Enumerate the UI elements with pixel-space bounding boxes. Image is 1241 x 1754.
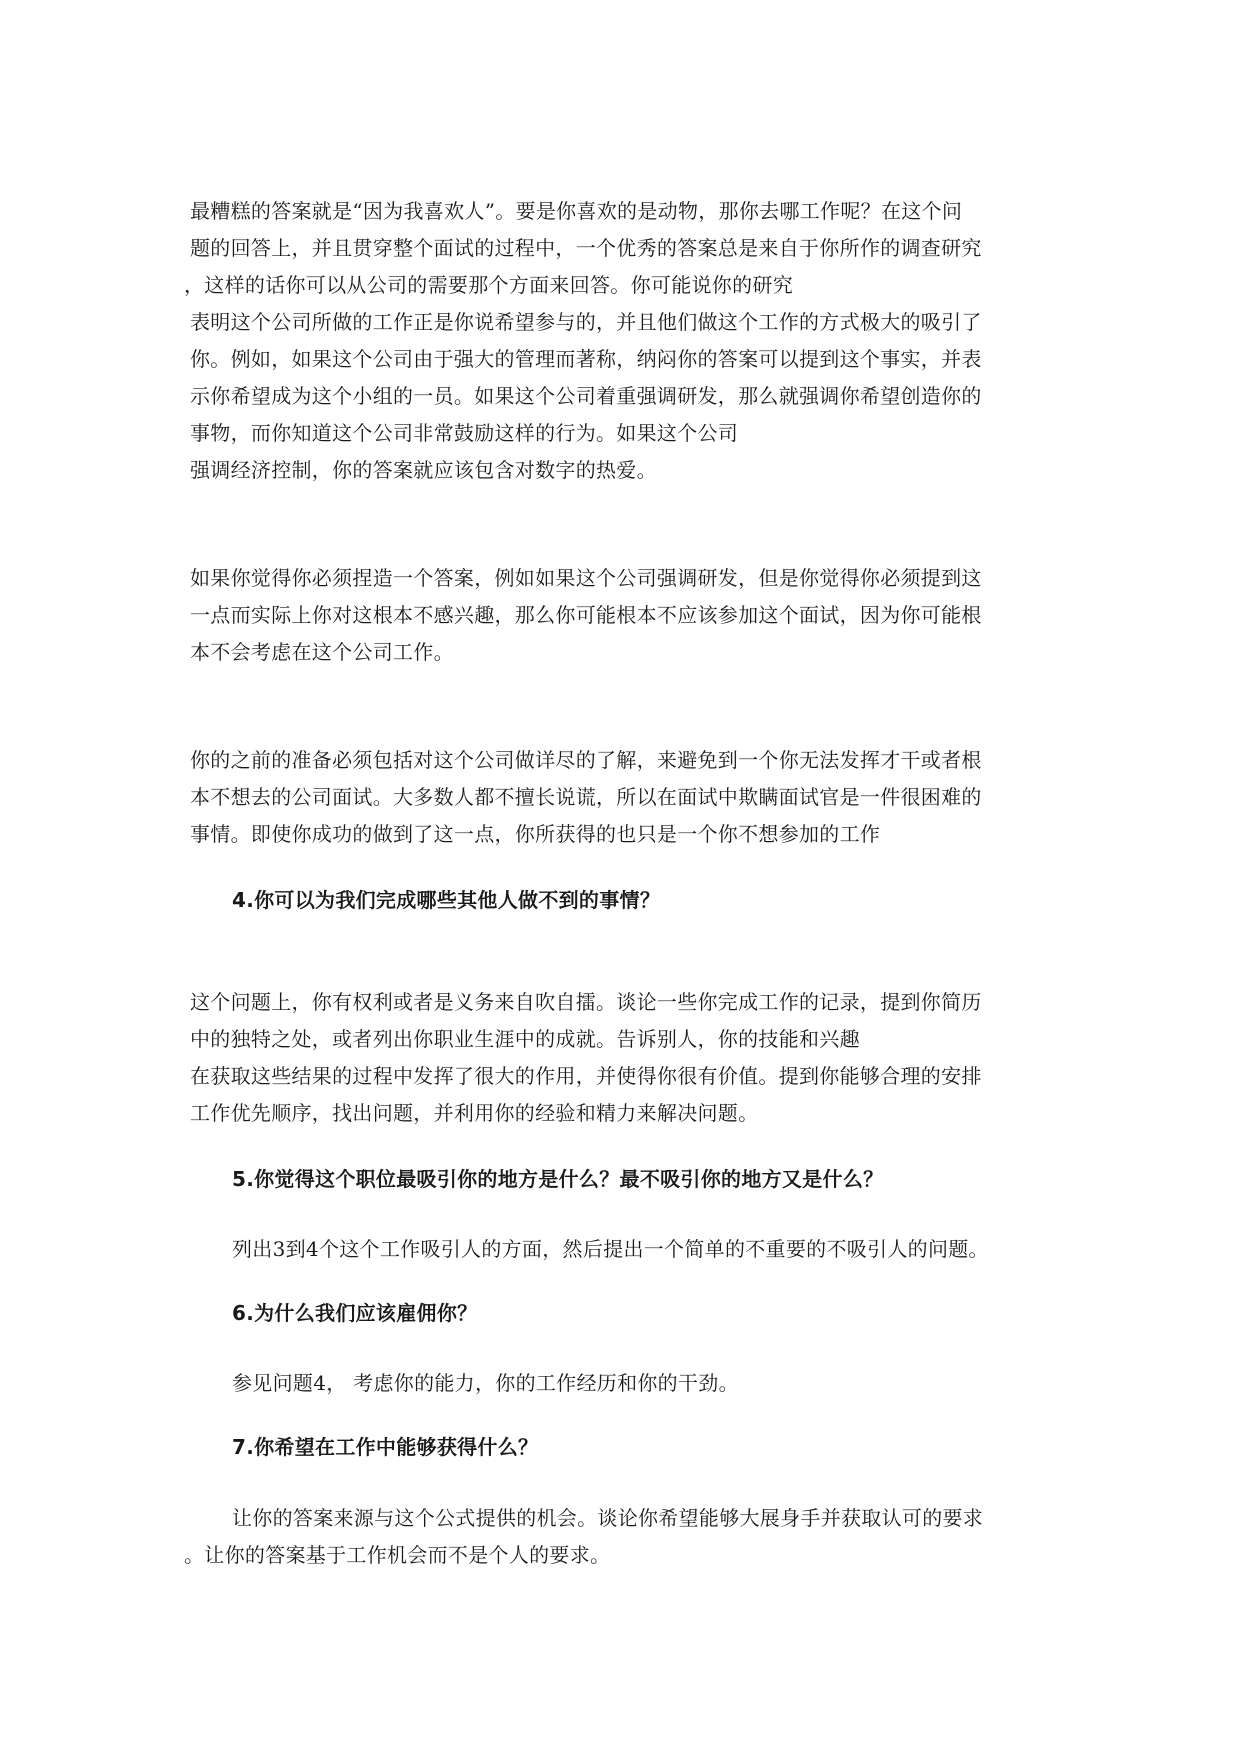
answer-5: 列出3到4个这个工作吸引人的方面，然后提出一个简单的不重要的不吸引人的问题。: [232, 1237, 989, 1261]
paragraph-line: 这个问题上，你有权利或者是义务来自吹自擂。谈论一些你完成工作的记录，提到你简历: [190, 990, 982, 1014]
paragraph-line: 你的之前的准备必须包括对这个公司做详尽的了解，来避免到一个你无法发挥才干或者根: [190, 748, 982, 772]
paragraph-line: 如果你觉得你必须捏造一个答案，例如如果这个公司强调研发，但是你觉得你必须提到这: [190, 566, 982, 590]
paragraph-line: 本不会考虑在这个公司工作。: [190, 640, 454, 664]
paragraph-line: 表明这个公司所做的工作正是你说希望参与的，并且他们做这个工作的方式极大的吸引了: [190, 310, 982, 334]
paragraph-line: 让你的答案来源与这个公式提供的机会。谈论你希望能够大展身手并获取认可的要求: [232, 1506, 984, 1530]
paragraph-line: 工作优先顺序，找出问题，并利用你的经验和精力来解决问题。: [190, 1101, 759, 1125]
question-7-heading: 7.你希望在工作中能够获得什么？: [232, 1435, 539, 1459]
paragraph-line: 中的独特之处，或者列出你职业生涯中的成就。告诉别人，你的技能和兴趣: [190, 1027, 860, 1051]
paragraph-line: 事物，而你知道这个公司非常鼓励这样的行为。如果这个公司: [190, 421, 739, 445]
paragraph-line: ，这样的话你可以从公司的需要那个方面来回答。你可能说你的研究: [184, 273, 793, 297]
question-6-heading: 6.为什么我们应该雇佣你？: [232, 1301, 478, 1325]
paragraph-line: 示你希望成为这个小组的一员。如果这个公司着重强调研发，那么就强调你希望创造你的: [190, 384, 982, 408]
paragraph-line: 一点而实际上你对这根本不感兴趣，那么你可能根本不应该参加这个面试，因为你可能根: [190, 603, 982, 627]
paragraph-line: 事情。即使你成功的做到了这一点，你所获得的也只是一个你不想参加的工作: [190, 822, 881, 846]
question-5-heading: 5.你觉得这个职位最吸引你的地方是什么？最不吸引你的地方又是什么？: [232, 1167, 884, 1191]
answer-6: 参见问题4， 考虑你的能力，你的工作经历和你的干劲。: [232, 1371, 739, 1395]
question-4-heading: 4.你可以为我们完成哪些其他人做不到的事情？: [232, 888, 661, 912]
paragraph-line: 最糟糕的答案就是“因为我喜欢人”。要是你喜欢的是动物，那你去哪工作呢？在这个问: [190, 199, 963, 223]
paragraph-line: 。让你的答案基于工作机会而不是个人的要求。: [184, 1543, 611, 1567]
paragraph-line: 题的回答上，并且贯穿整个面试的过程中，一个优秀的答案总是来自于你所作的调查研究: [190, 236, 982, 260]
paragraph-line: 强调经济控制，你的答案就应该包含对数字的热爱。: [190, 458, 657, 482]
paragraph-line: 本不想去的公司面试。大多数人都不擅长说谎，所以在面试中欺瞒面试官是一件很困难的: [190, 785, 982, 809]
paragraph-line: 你。例如，如果这个公司由于强大的管理而著称，纳闷你的答案可以提到这个事实，并表: [190, 347, 982, 371]
paragraph-line: 在获取这些结果的过程中发挥了很大的作用，并使得你很有价值。提到你能够合理的安排: [190, 1064, 982, 1088]
